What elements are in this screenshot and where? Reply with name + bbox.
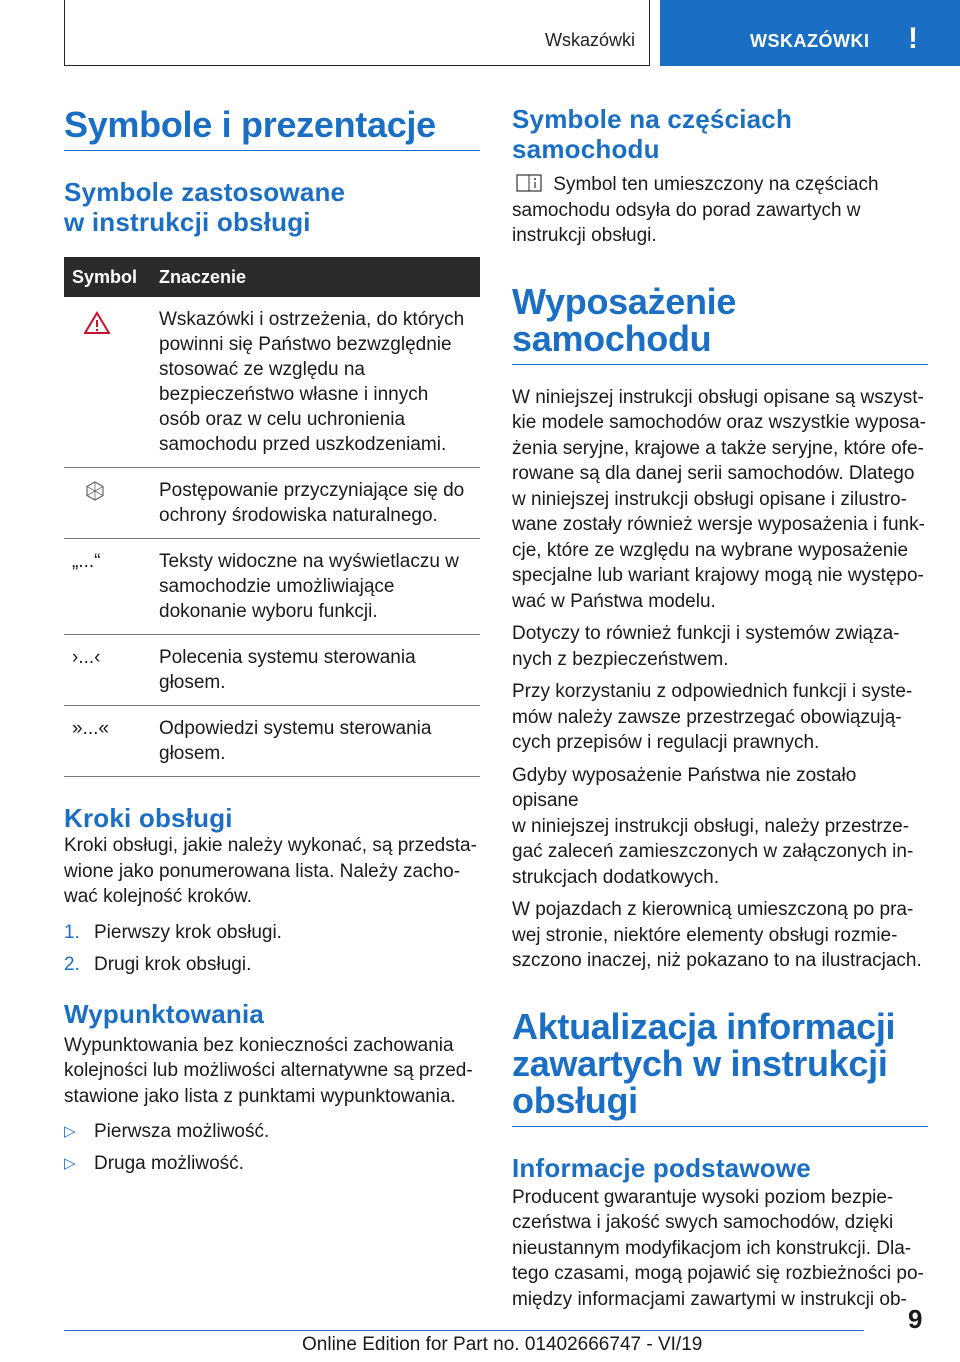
text-line: W niniejszej instrukcji obsługi opisane są wszyst- bbox=[512, 386, 924, 408]
meaning-line: Teksty widoczne na wyświetlaczu w bbox=[159, 551, 459, 572]
text-line: gać zaleceń zamieszczonych w załączonych in- bbox=[512, 841, 914, 862]
meaning-line: dokonanie wyboru funkcji. bbox=[159, 601, 378, 622]
subsection-title-steps: Kroki obsługi bbox=[64, 803, 233, 833]
section-title-symbols: Symbole i prezentacje bbox=[64, 106, 480, 151]
text-line: wać kolejność kroków. bbox=[64, 886, 252, 907]
header-chapter-tab bbox=[660, 0, 960, 66]
table-header-symbol: Symbol bbox=[64, 257, 159, 297]
header-section-label: Wskazówki bbox=[544, 30, 635, 50]
bullets-list bbox=[64, 1119, 480, 1176]
list-text: Drugi krok obsługi. bbox=[94, 953, 252, 975]
meaning-line: osób oraz w celu uchronienia bbox=[159, 409, 406, 430]
text-line: kie modele samochodów oraz wszystkie wyposa- bbox=[512, 412, 926, 433]
title-line: Aktualizacja informacji bbox=[512, 1005, 896, 1047]
text-line: żenia seryjne, krajowe a także seryjne, które ofe- bbox=[512, 437, 924, 459]
text-line: Gdyby wyposażenie Państwa nie zostało opisane bbox=[512, 764, 857, 811]
text-line: specjalne lub wariant krajowy mogą nie występo- bbox=[512, 565, 924, 586]
subsection-title-parts bbox=[512, 104, 928, 164]
text-line: Wypunktowania bez konieczności zachowania bbox=[64, 1034, 454, 1056]
symbols-table bbox=[64, 257, 480, 777]
table-cell-meaning bbox=[159, 539, 480, 635]
text-line: stawione jako lista z punktami wypunktowania. bbox=[64, 1085, 456, 1107]
title-line: samochodu bbox=[512, 134, 660, 164]
header-badge: ! bbox=[908, 22, 918, 55]
text-line: cych przepisów i regulacji prawnych. bbox=[512, 732, 820, 753]
table-header-meaning: Znaczenie bbox=[159, 257, 480, 297]
equipment-paragraph bbox=[512, 621, 928, 672]
list-number: 2. bbox=[64, 953, 80, 975]
table-row bbox=[64, 297, 480, 468]
book-icon bbox=[516, 174, 542, 192]
bullet-triangle-icon: ▷ bbox=[64, 1123, 76, 1140]
subsection-title-basic: Informacje podstawowe bbox=[512, 1152, 811, 1183]
equipment-paragraph bbox=[512, 385, 928, 615]
text-line: między informacjami zawartymi w instrukcji ob- bbox=[512, 1288, 907, 1310]
equipment-paragraph bbox=[512, 763, 928, 891]
text-line: czeństwa i jakość swych samochodów, dzięki bbox=[512, 1212, 894, 1233]
meaning-line: stosować ze względu na bbox=[159, 359, 365, 380]
list-number: 1. bbox=[64, 921, 80, 943]
basic-paragraph bbox=[512, 1185, 928, 1313]
warning-triangle-icon bbox=[84, 311, 110, 335]
meaning-line: Wskazówki i ostrzeżenia, do których bbox=[159, 309, 465, 330]
table-row bbox=[64, 706, 480, 777]
table-cell-symbol: ›...‹ bbox=[64, 635, 159, 706]
parts-text bbox=[512, 172, 928, 249]
left-column bbox=[64, 100, 480, 1176]
meaning-line: Polecenia systemu sterowania bbox=[159, 647, 416, 668]
list-text: Pierwszy krok obsługi. bbox=[94, 921, 282, 943]
text-line: szczono inaczej, niż pokazano to na ilustracjach. bbox=[512, 950, 922, 971]
text-line: wane zostały również wersje wyposażenia i funk- bbox=[512, 514, 925, 535]
footer-edition: Online Edition for Part no. 01402666747 - VI/19 bbox=[302, 1334, 703, 1355]
text-line: cje, które ze względu na wybrane wyposażenie bbox=[512, 539, 909, 561]
table-cell-meaning bbox=[159, 706, 480, 777]
meaning-line: samochodu przed uszkodzeniami. bbox=[159, 434, 447, 455]
text-line: wej stronie, niektóre elementy obsługi rozmie- bbox=[512, 924, 898, 946]
subsection-title-line-2: w instrukcji obsługi bbox=[64, 207, 311, 237]
meaning-line: Odpowiedzi systemu sterowania bbox=[159, 718, 432, 739]
subsection-title-symbols bbox=[64, 177, 480, 237]
text-line: Producent gwarantuje wysoki poziom bezpie- bbox=[512, 1186, 894, 1208]
environment-icon bbox=[84, 480, 106, 502]
meaning-line: ochrony środowiska naturalnego. bbox=[159, 505, 438, 526]
text-line: Kroki obsługi, jakie należy wykonać, są przedsta- bbox=[64, 835, 477, 856]
table-cell-meaning bbox=[159, 468, 480, 539]
header-chapter-label: WSKAZÓWKI bbox=[750, 31, 870, 51]
meaning-line: samochodzie umożliwiające bbox=[159, 576, 395, 597]
text-line: w niniejszej instrukcji obsługi, należy przestrze- bbox=[512, 815, 910, 837]
bullets-intro bbox=[64, 1033, 480, 1110]
section-title-update bbox=[512, 1005, 928, 1127]
list-item bbox=[64, 1119, 480, 1144]
text-span: Symbol ten umieszczony na częściach bbox=[553, 174, 879, 195]
title-line: zawartych w instrukcji bbox=[512, 1042, 888, 1084]
meaning-line: głosem. bbox=[159, 672, 226, 693]
list-text: Pierwsza możliwość. bbox=[94, 1121, 270, 1142]
text-line: wać w Państwa modelu. bbox=[512, 590, 716, 612]
table-row bbox=[64, 635, 480, 706]
list-item bbox=[64, 1151, 480, 1176]
page-number: 9 bbox=[908, 1304, 923, 1334]
equipment-paragraph bbox=[512, 897, 928, 974]
title-line: obsługi bbox=[512, 1079, 638, 1121]
title-line: Symbole na częściach bbox=[512, 104, 793, 134]
list-text: Druga możliwość. bbox=[94, 1153, 244, 1174]
subsection-title-line-1: Symbole zastosowane bbox=[64, 177, 346, 207]
text-line: wione jako ponumerowana lista. Należy zacho- bbox=[64, 860, 461, 882]
text-line: w niniejszej instrukcji obsługi opisane i zilustro- bbox=[512, 488, 907, 510]
equipment-paragraph bbox=[512, 679, 928, 756]
table-cell-meaning bbox=[159, 635, 480, 706]
text-line: W pojazdach z kierownicą umieszczoną po pra- bbox=[512, 899, 914, 920]
meaning-line: bezpieczeństwo własne i innych bbox=[159, 384, 429, 405]
table-row bbox=[64, 539, 480, 635]
text-line: nych z bezpieczeństwem. bbox=[512, 648, 729, 670]
list-item bbox=[64, 952, 480, 977]
table-row bbox=[64, 468, 480, 539]
subsection-title-bullets: Wypunktowania bbox=[64, 998, 265, 1029]
bullet-triangle-icon: ▷ bbox=[64, 1155, 76, 1172]
text-line: samochodu odsyła do porad zawartych w bbox=[512, 199, 861, 221]
section-title-equipment: Wyposażenie samochodu bbox=[512, 283, 928, 365]
text-line: Dotyczy to również funkcji i systemów związa- bbox=[512, 623, 900, 644]
text-line: kolejności lub możliwości alternatywne są przed- bbox=[64, 1060, 473, 1081]
list-item bbox=[64, 920, 480, 945]
text-line: nieustannym modyfikacjom ich konstrukcji. Dla- bbox=[512, 1237, 912, 1259]
text-line: rowane są dla danej serii samochodów. Dlatego bbox=[512, 463, 915, 484]
table-cell-symbol: »...« bbox=[64, 706, 159, 777]
table-cell-symbol bbox=[64, 468, 159, 539]
meaning-line: głosem. bbox=[159, 743, 226, 764]
text-line bbox=[512, 172, 928, 198]
text-line: mów należy zawsze przestrzegać obowiązują- bbox=[512, 706, 902, 728]
text-line: instrukcji obsługi. bbox=[512, 225, 657, 246]
meaning-line: powinni się Państwo bezwzględnie bbox=[159, 334, 452, 355]
text-line: Przy korzystaniu z odpowiednich funkcji i syste- bbox=[512, 681, 913, 702]
table-cell-symbol bbox=[64, 297, 159, 468]
table-cell-meaning bbox=[159, 297, 480, 468]
steps-list bbox=[64, 920, 480, 977]
text-line: strukcjach dodatkowych. bbox=[512, 866, 719, 888]
right-column bbox=[512, 100, 928, 1312]
header-section-box bbox=[64, 0, 650, 66]
meaning-line: Postępowanie przyczyniające się do bbox=[159, 480, 465, 501]
steps-intro bbox=[64, 833, 480, 910]
text-line: tego czasami, mogą pojawić się rozbieżności po- bbox=[512, 1263, 924, 1284]
footer-divider bbox=[64, 1330, 864, 1331]
table-cell-symbol: „...“ bbox=[64, 539, 159, 635]
